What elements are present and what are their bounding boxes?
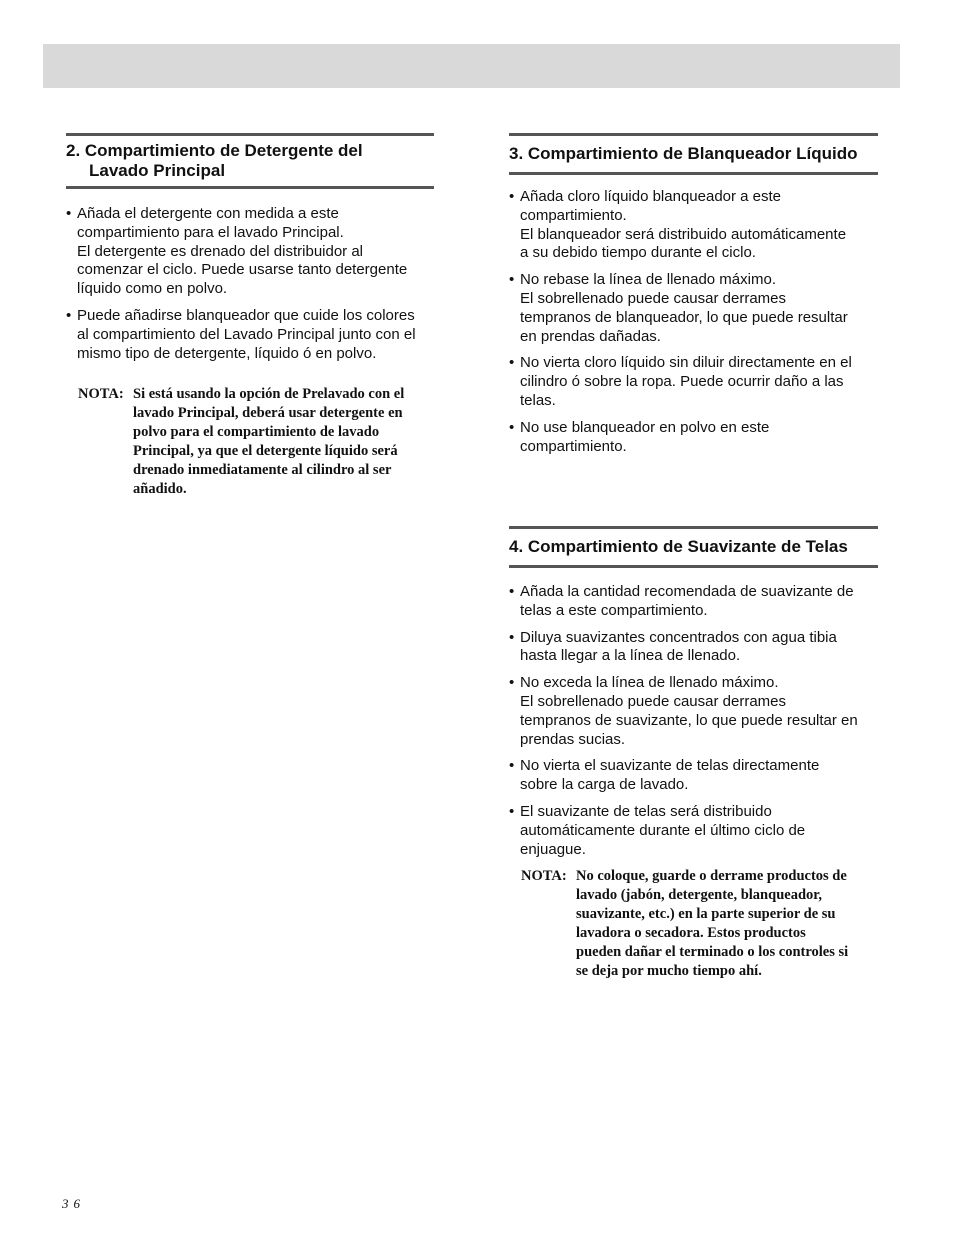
note-label: NOTA: (78, 386, 124, 403)
bullet-list (509, 188, 878, 456)
bullet-marker: • (66, 205, 72, 222)
note-text-line: se deja por mucho tiempo ahí. (576, 963, 762, 980)
note-text-line: añadido. (133, 481, 187, 498)
section-heading (509, 526, 878, 568)
bullet-list (66, 205, 434, 363)
note-text-line: lavado (jabón, detergente, blanqueador, (576, 887, 822, 904)
bullet-marker: • (509, 418, 515, 436)
bullet-text-line: mismo tipo de detergente, líquido ó en polvo. (77, 344, 377, 362)
section-main-wash-detergent (66, 133, 434, 499)
list-item (509, 803, 878, 859)
list-item (509, 188, 878, 263)
note-text-line: suavizante, etc.) en la parte superior de su (576, 906, 836, 923)
note-text-line: drenado inmediatamente al cilindro al ser (133, 462, 392, 479)
bullet-text-line: telas a este compartimiento. (520, 601, 708, 619)
note-text-line: No coloque, guarde o derrame productos de (576, 868, 847, 885)
bullet-text-line: Añada el detergente con medida a este (77, 205, 339, 222)
bullet-text-line: comenzar el ciclo. Puede usarse tanto detergente (77, 261, 408, 279)
bullet-text-line: prendas sucias. (520, 730, 626, 748)
section-title (66, 141, 434, 181)
bullet-text-line: líquido como en polvo. (77, 280, 228, 298)
section-liquid-bleach (509, 133, 878, 464)
bullet-text-line: El sobrellenado puede causar derrames (520, 289, 786, 307)
list-item (509, 757, 878, 795)
bullet-text-line: automáticamente durante el último ciclo de (520, 821, 806, 839)
note-text-line: polvo para el compartimiento de lavado (133, 424, 380, 441)
bullet-text-line: tempranos de suavizante, lo que puede resultar en (520, 711, 858, 729)
bullet-marker: • (509, 188, 515, 205)
bullet-text-line: cilindro ó sobre la ropa. Puede ocurrir daño a las (520, 373, 844, 391)
bullet-text-line: No vierta cloro líquido sin diluir directamente en el (520, 354, 852, 372)
bullet-text-line: en prendas dañadas. (520, 327, 661, 345)
bullet-text-line: Añada cloro líquido blanqueador a este (520, 188, 782, 205)
bullet-marker: • (509, 271, 515, 289)
bullet-text-line: No use blanqueador en polvo en este (520, 418, 770, 436)
note-block (78, 385, 434, 499)
list-item (509, 674, 878, 749)
bullet-text-line: hasta llegar a la línea de llenado. (520, 647, 741, 665)
note-text-line: lavado Principal, deberá usar detergente en (133, 405, 403, 422)
bullet-text-line: Diluya suavizantes concentrados con agua tibia (520, 628, 837, 646)
section-heading (509, 133, 878, 175)
list-item (66, 307, 434, 363)
bullet-text-line: No exceda la línea de llenado máximo. (520, 674, 779, 692)
list-item (66, 205, 434, 299)
list-item (509, 271, 878, 346)
section-heading (66, 133, 434, 189)
header-band (43, 44, 900, 88)
bullet-text-line: No vierta el suavizante de telas directamente (520, 757, 820, 775)
bullet-text-line: No rebase la línea de llenado máximo. (520, 271, 776, 289)
note-block (521, 867, 878, 981)
bullet-text-line: compartimiento para el lavado Principal. (77, 223, 344, 241)
bullet-text-line: El blanqueador será distribuido automáticamente (520, 225, 847, 243)
bullet-marker: • (509, 628, 515, 646)
note-text-line: Principal, ya que el detergente líquido será (133, 443, 398, 460)
bullet-text-line: El sobrellenado puede causar derrames (520, 692, 786, 710)
bullet-text-line: compartimiento. (520, 437, 627, 455)
bullet-text-line: a su debido tiempo durante el ciclo. (520, 244, 756, 262)
note-label: NOTA: (521, 868, 567, 885)
bullet-text-line: tempranos de blanqueador, lo que puede resultar (520, 308, 848, 326)
bullet-text-line: Añada la cantidad recomendada de suavizante de (520, 583, 854, 600)
section-title: 4. Compartimiento de Suavizante de Telas (509, 537, 848, 556)
section-title: 3. Compartimiento de Blanqueador Líquido (509, 144, 858, 163)
list-item (509, 354, 878, 410)
bullet-marker: • (509, 802, 515, 820)
bullet-text-line: El detergente es drenado del distribuidor al (77, 242, 364, 260)
bullet-text-line: El suavizante de telas será distribuido (520, 802, 772, 820)
bullet-list (509, 583, 878, 859)
note-text-line: lavadora o secadora. Estos productos (576, 925, 806, 942)
bullet-marker: • (509, 583, 515, 600)
page-number: 36 (62, 1196, 85, 1211)
bullet-marker: • (66, 306, 72, 324)
bullet-marker: • (509, 354, 515, 372)
bullet-text-line: al compartimiento del Lavado Principal junto con el (77, 325, 416, 343)
bullet-text-line: telas. (520, 391, 556, 409)
bullet-text-line: compartimiento. (520, 206, 627, 224)
section-fabric-softener (509, 526, 878, 981)
note-text-line: Si está usando la opción de Prelavado con el (133, 386, 405, 403)
bullet-marker: • (509, 674, 515, 692)
list-item (509, 629, 878, 667)
section-title-line: 2. Compartimiento de Detergente del (66, 141, 363, 160)
note-text-line: pueden dañar el terminado o los controles si (576, 944, 849, 961)
section-title-line: Lavado Principal (89, 161, 226, 180)
list-item (509, 583, 878, 621)
bullet-text-line: Puede añadirse blanqueador que cuide los colores (77, 306, 415, 324)
list-item (509, 419, 878, 457)
bullet-text-line: enjuague. (520, 840, 586, 858)
bullet-text-line: sobre la carga de lavado. (520, 776, 689, 794)
bullet-marker: • (509, 757, 515, 775)
